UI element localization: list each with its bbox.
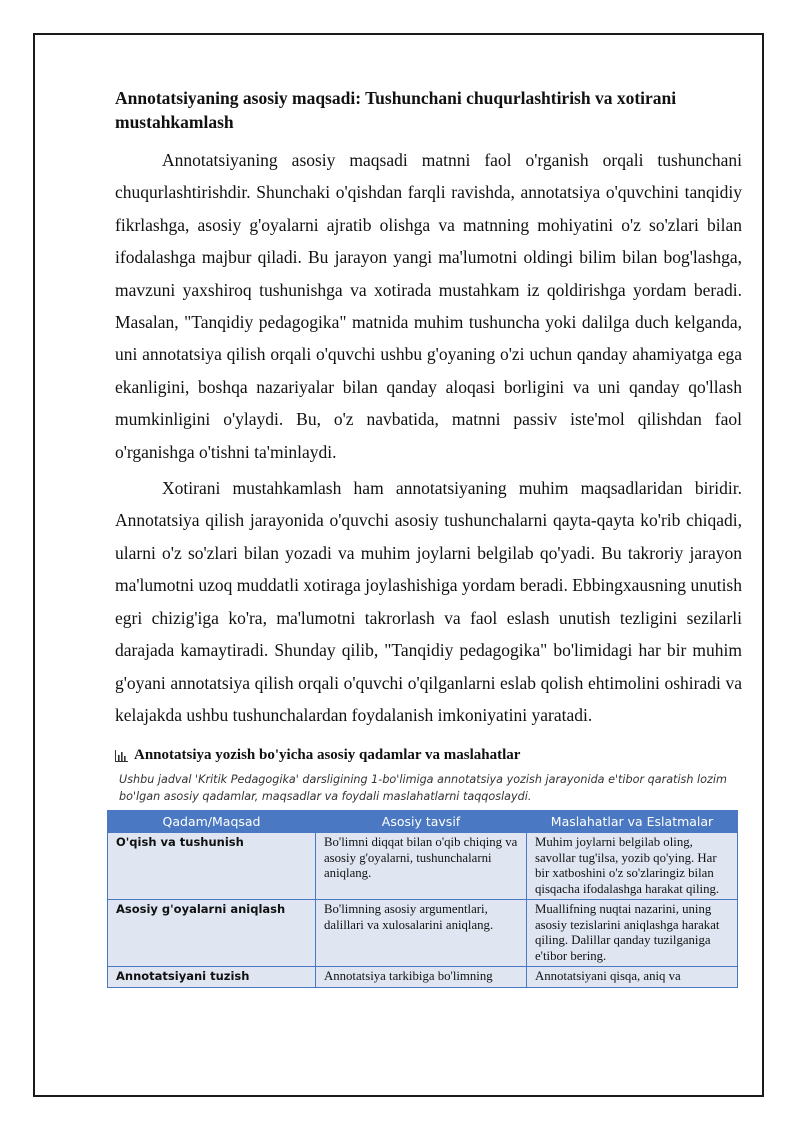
paragraph-2: Xotirani mustahkamlash ham annotatsiyaning muhim maqsadlaridan biridir. Annotatsiya qilish jarayonida o'quvchi asosiy tushunchalarni qayta-qayta ko'rib chiqadi, ularni o'z so'zlari bilan yozadi va muhim joylarni belgilab qo'yadi. Bu takroriy jarayon ma'lumotni uzoq muddatli xotiraga joylashishiga yordam beradi. Ebbingxausning unutish egri chizig'iga ko'ra, ma'lumotni takrorlash va faol eslash unutish tezligini sezilarli darajada kamaytiradi. Shunday qilib, "Tanqidiy pedagogika" bo'limidagi har bir muhim g'oyani annotatsiya qilish orqali o'quvchi o'qilganlarni eslab qolish ehtimolini oshiradi va kelajakda ushbu tushunchalardan foydalanish imkoniyatini yaratadi. [115, 478, 742, 725]
document-body [115, 86, 742, 988]
column-header: Maslahatlar va Eslatmalar [527, 811, 738, 833]
table-row [108, 967, 738, 988]
table-row [108, 833, 738, 900]
table-cell: Annotatsiya tarkibiga bo'limning [316, 967, 527, 988]
table-cell: Bo'limni diqqat bilan o'qib chiqing va asosiy g'oyalarni, tushunchalarni aniqlang. [316, 833, 527, 900]
table-header-row [108, 811, 738, 833]
table-title [115, 747, 742, 764]
table-cell: Asosiy g'oyalarni aniqlash [108, 900, 316, 967]
table-cell: Muallifning nuqtai nazarini, uning asosiy tezislarini aniqlashga harakat qiling. Dalillar qanday tuzilganiga e'tibor bering. [527, 900, 738, 967]
steps-table [107, 810, 738, 988]
table-cell: Annotatsiyani qisqa, aniq va [527, 967, 738, 988]
table-caption: Ushbu jadval 'Kritik Pedagogika' darsligining 1-bo'limiga annotatsiya yozish jarayonida e'tibor qaratish lozim bo'lgan asosiy qadamlar, maqsadlar va foydali maslahatlarni taqqoslaydi. [119, 773, 727, 804]
column-header: Qadam/Maqsad [108, 811, 316, 833]
table-cell: O'qish va tushunish [108, 833, 316, 900]
table-cell: Bo'limning asosiy argumentlari, dalillari va xulosalarini aniqlang. [316, 900, 527, 967]
paragraph-1: Annotatsiyaning asosiy maqsadi matnni faol o'rganish orqali tushunchani chuqurlashtirishdir. Shunchaki o'qishdan farqli ravishda, annotatsiya o'quvchini tanqidiy fikrlashga, asosiy g'oyalarni ajratib olishga va matnning mohiyatini o'z so'zlari bilan ifodalashga majbur qiladi. Bu jarayon yangi ma'lumotni oldingi bilim bilan bog'lashga, mavzuni yaxshiroq tushunishga va xotirada mustahkam iz qoldirishga yordam beradi. Masalan, "Tanqidiy pedagogika" matnida muhim tushuncha yoki dalilga duch kelganda, uni annotatsiya qilish orqali o'quvchi ushbu g'oyaning o'zi uchun qanday ahamiyatga ega ekanligini, boshqa nazariyalar bilan qanday aloqasi borligini va uni qanday qo'llash mumkinligini o'ylaydi. Bu, o'z navbatida, matnni passiv iste'mol qilishdan faol o'rganishga o'tishni ta'minlaydi. [115, 150, 742, 462]
table-cell: Annotatsiyani tuzish [108, 967, 316, 988]
table-row [108, 900, 738, 967]
table-cell: Muhim joylarni belgilab oling, savollar tug'ilsa, yozib qo'ying. Har bir xatboshini o'z so'zlaringiz bilan qisqacha ifodalashga harakat qiling. [527, 833, 738, 900]
table-title-text: Annotatsiya yozish bo'yicha asosiy qadamlar va maslahatlar [134, 747, 521, 764]
section-heading: Annotatsiyaning asosiy maqsadi: Tushunchani chuqurlashtirish va xotirani mustahkamlash [115, 88, 677, 132]
column-header: Asosiy tavsif [316, 811, 527, 833]
bar-chart-icon [115, 750, 128, 762]
